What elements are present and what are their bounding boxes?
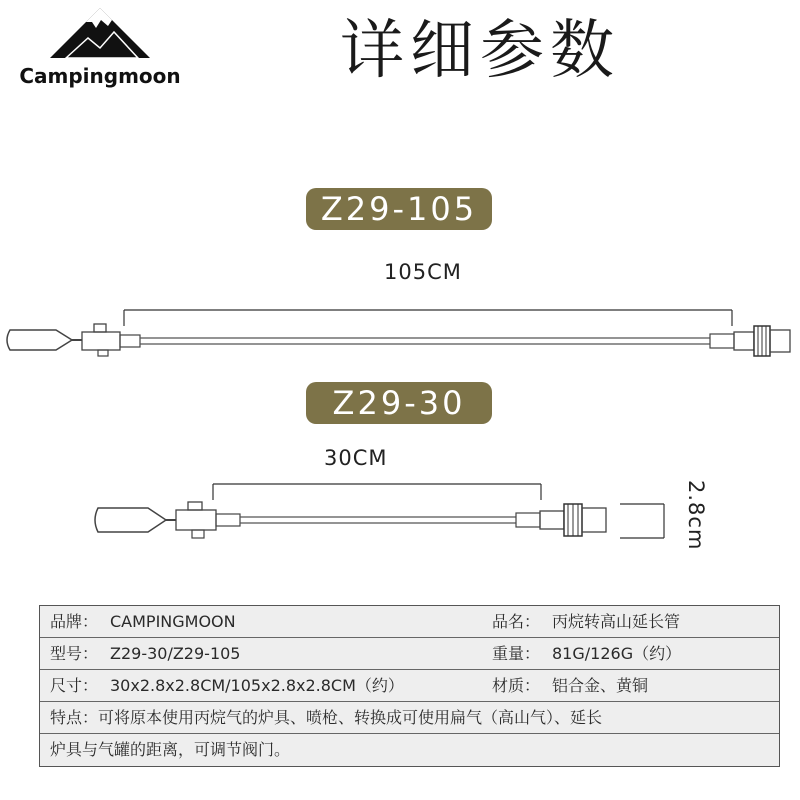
product-name-label: 品名： xyxy=(492,612,541,631)
size-value: 30x2.8x2.8CM/105x2.8x2.8CM（约） xyxy=(110,676,404,695)
brand-logo xyxy=(12,6,188,98)
weight-value: 81G/126G（约） xyxy=(552,644,682,663)
diameter-label: 2.8cm xyxy=(684,480,708,551)
weight-label: 重量： xyxy=(492,644,541,663)
brand-value: CAMPINGMOON xyxy=(110,612,236,631)
spec-row xyxy=(40,670,779,702)
model-value: Z29-30/Z29-105 xyxy=(110,644,241,663)
hose-illustration-long xyxy=(0,300,800,370)
feature-text-line1: 特点：可将原本使用丙烷气的炉具、喷枪、转换成可使用扁气（高山气）、延长 xyxy=(50,708,603,727)
length-label-short: 30CM xyxy=(324,446,388,470)
material-label: 材质： xyxy=(492,676,541,695)
page-title: 详细参数 xyxy=(340,14,620,88)
logo-wordmark: Campingmoon xyxy=(19,64,181,88)
length-label-long: 105CM xyxy=(384,260,462,284)
feature-text-line2: 炉具与气罐的距离，可调节阀门。 xyxy=(50,740,291,759)
spec-table xyxy=(39,605,780,767)
size-label: 尺寸： xyxy=(50,676,99,695)
hose-illustration-short xyxy=(0,476,800,556)
product-name-value: 丙烷转高山延长管 xyxy=(552,612,681,631)
brand-label: 品牌： xyxy=(50,612,99,631)
spec-row xyxy=(40,606,779,638)
model-badge-long: Z29-105 xyxy=(306,188,492,230)
spec-row xyxy=(40,638,779,670)
spec-row xyxy=(40,702,779,734)
model-badge-short: Z29-30 xyxy=(306,382,492,424)
mountain-logo-icon xyxy=(48,6,152,60)
spec-row xyxy=(40,734,779,766)
material-value: 铝合金、黄铜 xyxy=(552,676,649,695)
model-label: 型号： xyxy=(50,644,99,663)
